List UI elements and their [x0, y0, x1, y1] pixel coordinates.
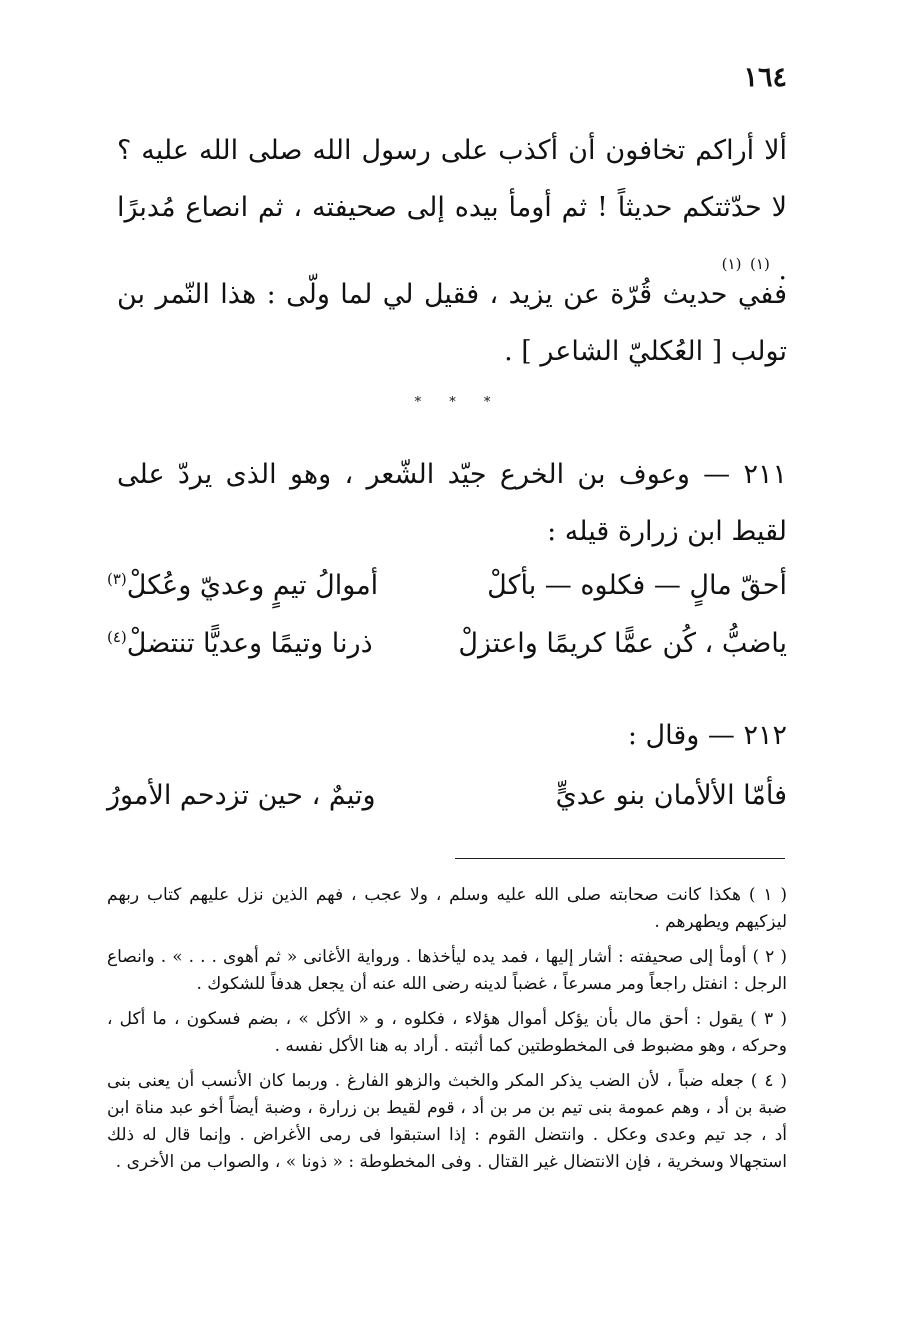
verse-second-hemistich	[107, 570, 378, 601]
paragraph-entry-211: ٢١١ — وعوف بن الخرع جيّد الشّعر ، وهو الذى يردّ على لقيط ابن زرارة قيله :	[117, 459, 787, 547]
section-divider-stars: * * *	[414, 395, 503, 410]
footnote: ( ٣ ) يقول : أحق مال بأن يؤكل أموال هؤلاء ، فكلوه ، و « الأكل » ، بضم فسكون ، ما أكل ، وحركه ، وهو مضبوط فى المخطوطتين كما أثبته . أراد به هنا الأكل نفسه .	[107, 1009, 787, 1056]
page-number: ١٦٤	[743, 62, 787, 93]
footnotes	[107, 882, 787, 1184]
verse-second-text: أموالُ تيمٍ وعديّ وعُكلْ	[126, 570, 379, 601]
paragraph-entry-212: ٢١٢ — وقال :	[627, 720, 787, 751]
paragraph-hadith-text: ألا أراكم تخافون أن أكذب على رسول الله صلى الله عليه ؟ لا حدّثتكم حديثاً ! ثم أومأ بيده إلى صحيفته ، ثم انصاع مُدبرًا .	[117, 135, 787, 286]
verse-first-hemistich: ياضبُّ ، كُن عمًّا كريمًا واعتزلْ	[458, 628, 787, 659]
poem-verse	[107, 780, 787, 834]
verse-second-text: ذرنا وتيمًا وعديًّا تنتضلْ	[126, 628, 373, 659]
verse-second-hemistich	[107, 628, 373, 659]
footnote-marker: (١)	[750, 255, 770, 273]
poem-verse	[107, 570, 787, 624]
verse-second-hemistich: وتيمٌ ، حين تزدحم الأمورُ	[107, 780, 376, 811]
verse-first-hemistich: أحقّ مالٍ — فكلوه — بأكلْ	[487, 570, 787, 601]
footnote: ( ١ ) هكذا كانت صحابته صلى الله عليه وسلم ، ولا عجب ، فهم الذين نزل عليهم كتاب ربهم ليزكيهم ويطهرهم .	[107, 885, 787, 932]
footnote: ( ٢ ) أومأ إلى صحيفته : أشار إليها ، فمد يده ليأخذها . ورواية الأغانى « ثم أهوى . . . » . وانصاع الرجل : انفتل راجعاً ومر مسرعاً ، غضباً لدينه رضى الله عنه أن يجعل هدفاً للشكوك .	[107, 947, 787, 994]
footnote-marker: (١)	[721, 255, 742, 273]
poem-verse	[107, 628, 787, 682]
verse-first-hemistich: فأمّا الألأمان بنو عديٍّ	[555, 780, 787, 811]
footnote-separator	[455, 858, 785, 859]
paragraph-narration: ففي حديث قُرّة عن يزيد ، فقيل لي لما ولّى : هذا النّمر بن تولب [ العُكليّ الشاعر ] .	[117, 279, 787, 367]
footnote-marker: (٣)	[107, 570, 127, 588]
footnote: ( ٤ ) جعله ضباً ، لأن الضب يذكر المكر والخبث والزهو الفارغ . وربما كان الأنسب أن يعنى بنى ضبة بن أد ، وهم عمومة بنى تيم بن مر بن أد ، قوم لقيط بن زرارة ، وضبة أيضاً أخو عبد مناة ابن أد ، جد تيم وعدى وعكل . وانتضل القوم : إذا استبقوا فى رمى الأغراض . وإنما قال له ذلك استجهالا وسخرية ، فإن الانتضال غير القتال . وفى المخطوطة : « ذونا » ، والصواب من الأخرى .	[107, 1071, 787, 1172]
footnote-marker: (٤)	[107, 628, 127, 646]
